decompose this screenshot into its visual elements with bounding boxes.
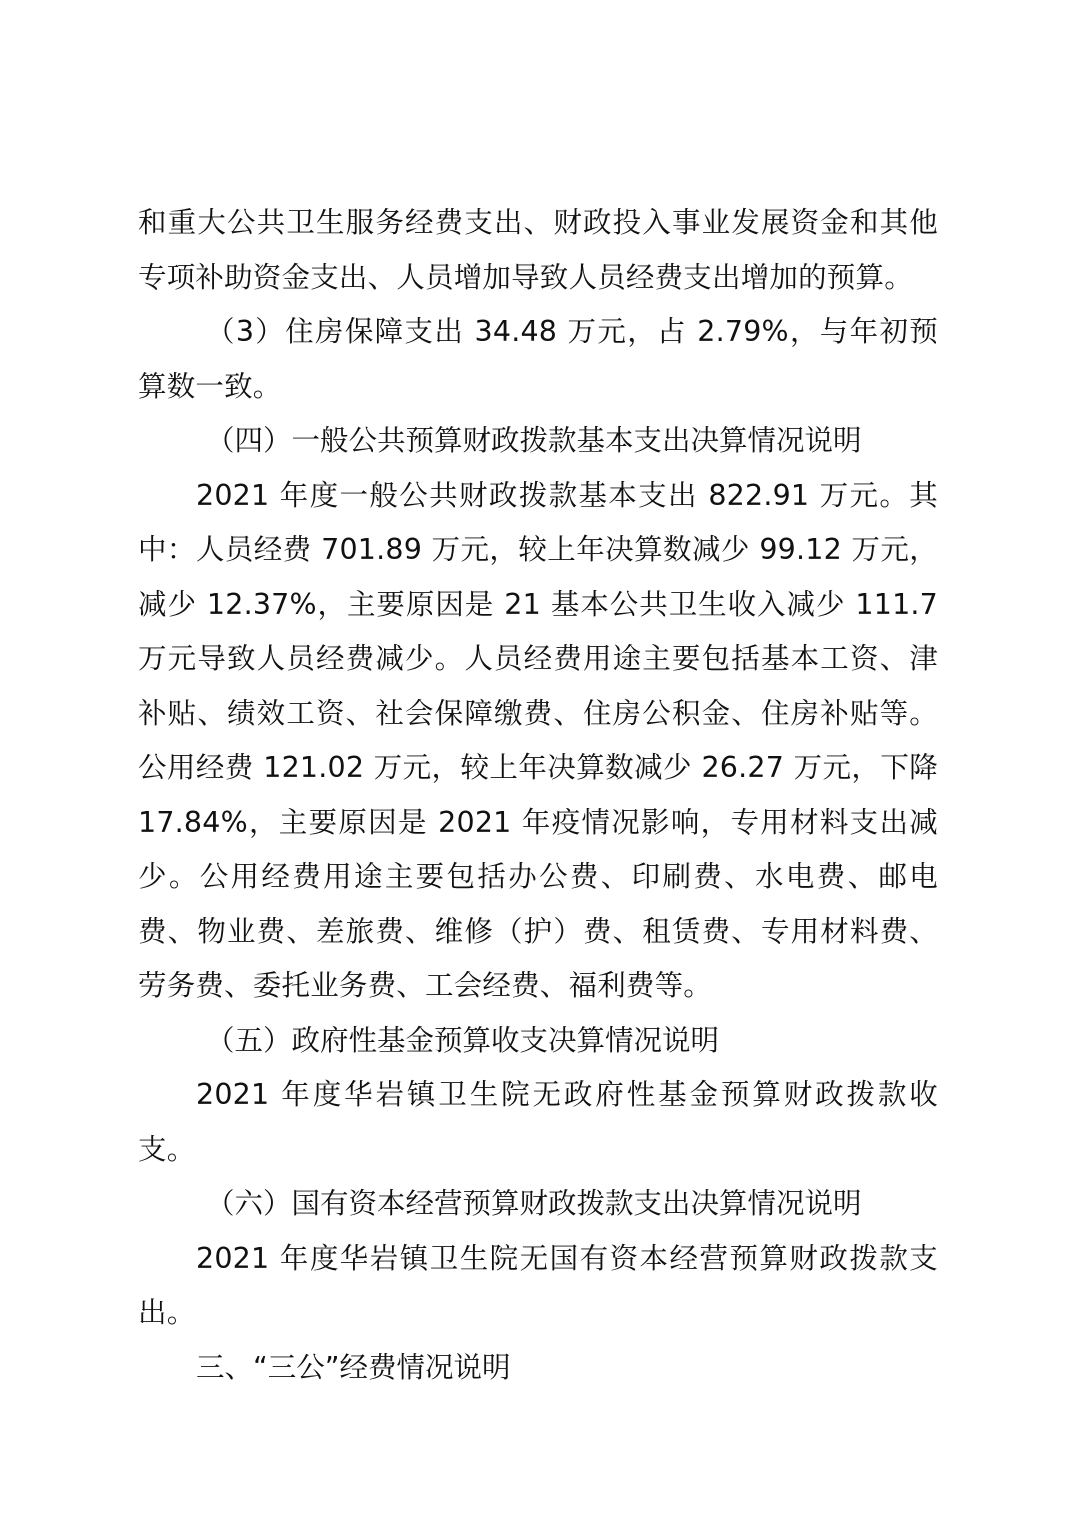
paragraph-housing-expenditure: （3）住房保障支出 34.48 万元，占 2.79%，与年初预算数一致。 [138,315,938,403]
paragraph-basic-expenditure: 2021 年度一般公共财政拨款基本支出 822.91 万元。其中：人员经费 701.89 万元，较上年决算数减少 99.12 万元，减少 12.37%，主要原因是 21 基本公共卫生收入减少 111.7 万元导致人员经费减少。人员经费用途主要包括基本工资、津补贴、绩效工资、社会保障缴费、住房公积金、住房补贴等。公用经费 121.02 万元，较上年决算数减少 26.27 万元，下降17.84%，主要原因是 2021 年疫情况影响，专用材料支出减少。公用经费用途主要包括办公费、印刷费、水电费、邮电费、物业费、差旅费、维修（护）费、租赁费、专用材料费、劳务费、委托业务费、工会经费、福利费等。 [138,478,938,1002]
document-page [138,196,938,1395]
section-heading-three-public-expenses: 三、“三公”经费情况说明 [196,1350,511,1384]
section-heading-state-capital: （六）国有资本经营预算财政拨款支出决算情况说明 [206,1187,862,1220]
paragraph-continuation: 和重大公共卫生服务经费支出、财政投入事业发展资金和其他专项补助资金支出、人员增加导致人员经费支出增加的预算。 [138,206,938,294]
section-heading-basic-expenditure: （四）一般公共预算财政拨款基本支出决算情况说明 [206,424,862,457]
paragraph-government-fund: 2021 年度华岩镇卫生院无政府性基金预算财政拨款收支。 [138,1078,938,1166]
section-heading-government-fund: （五）政府性基金预算收支决算情况说明 [206,1023,720,1057]
paragraph-state-capital: 2021 年度华岩镇卫生院无国有资本经营预算财政拨款支出。 [138,1241,938,1329]
